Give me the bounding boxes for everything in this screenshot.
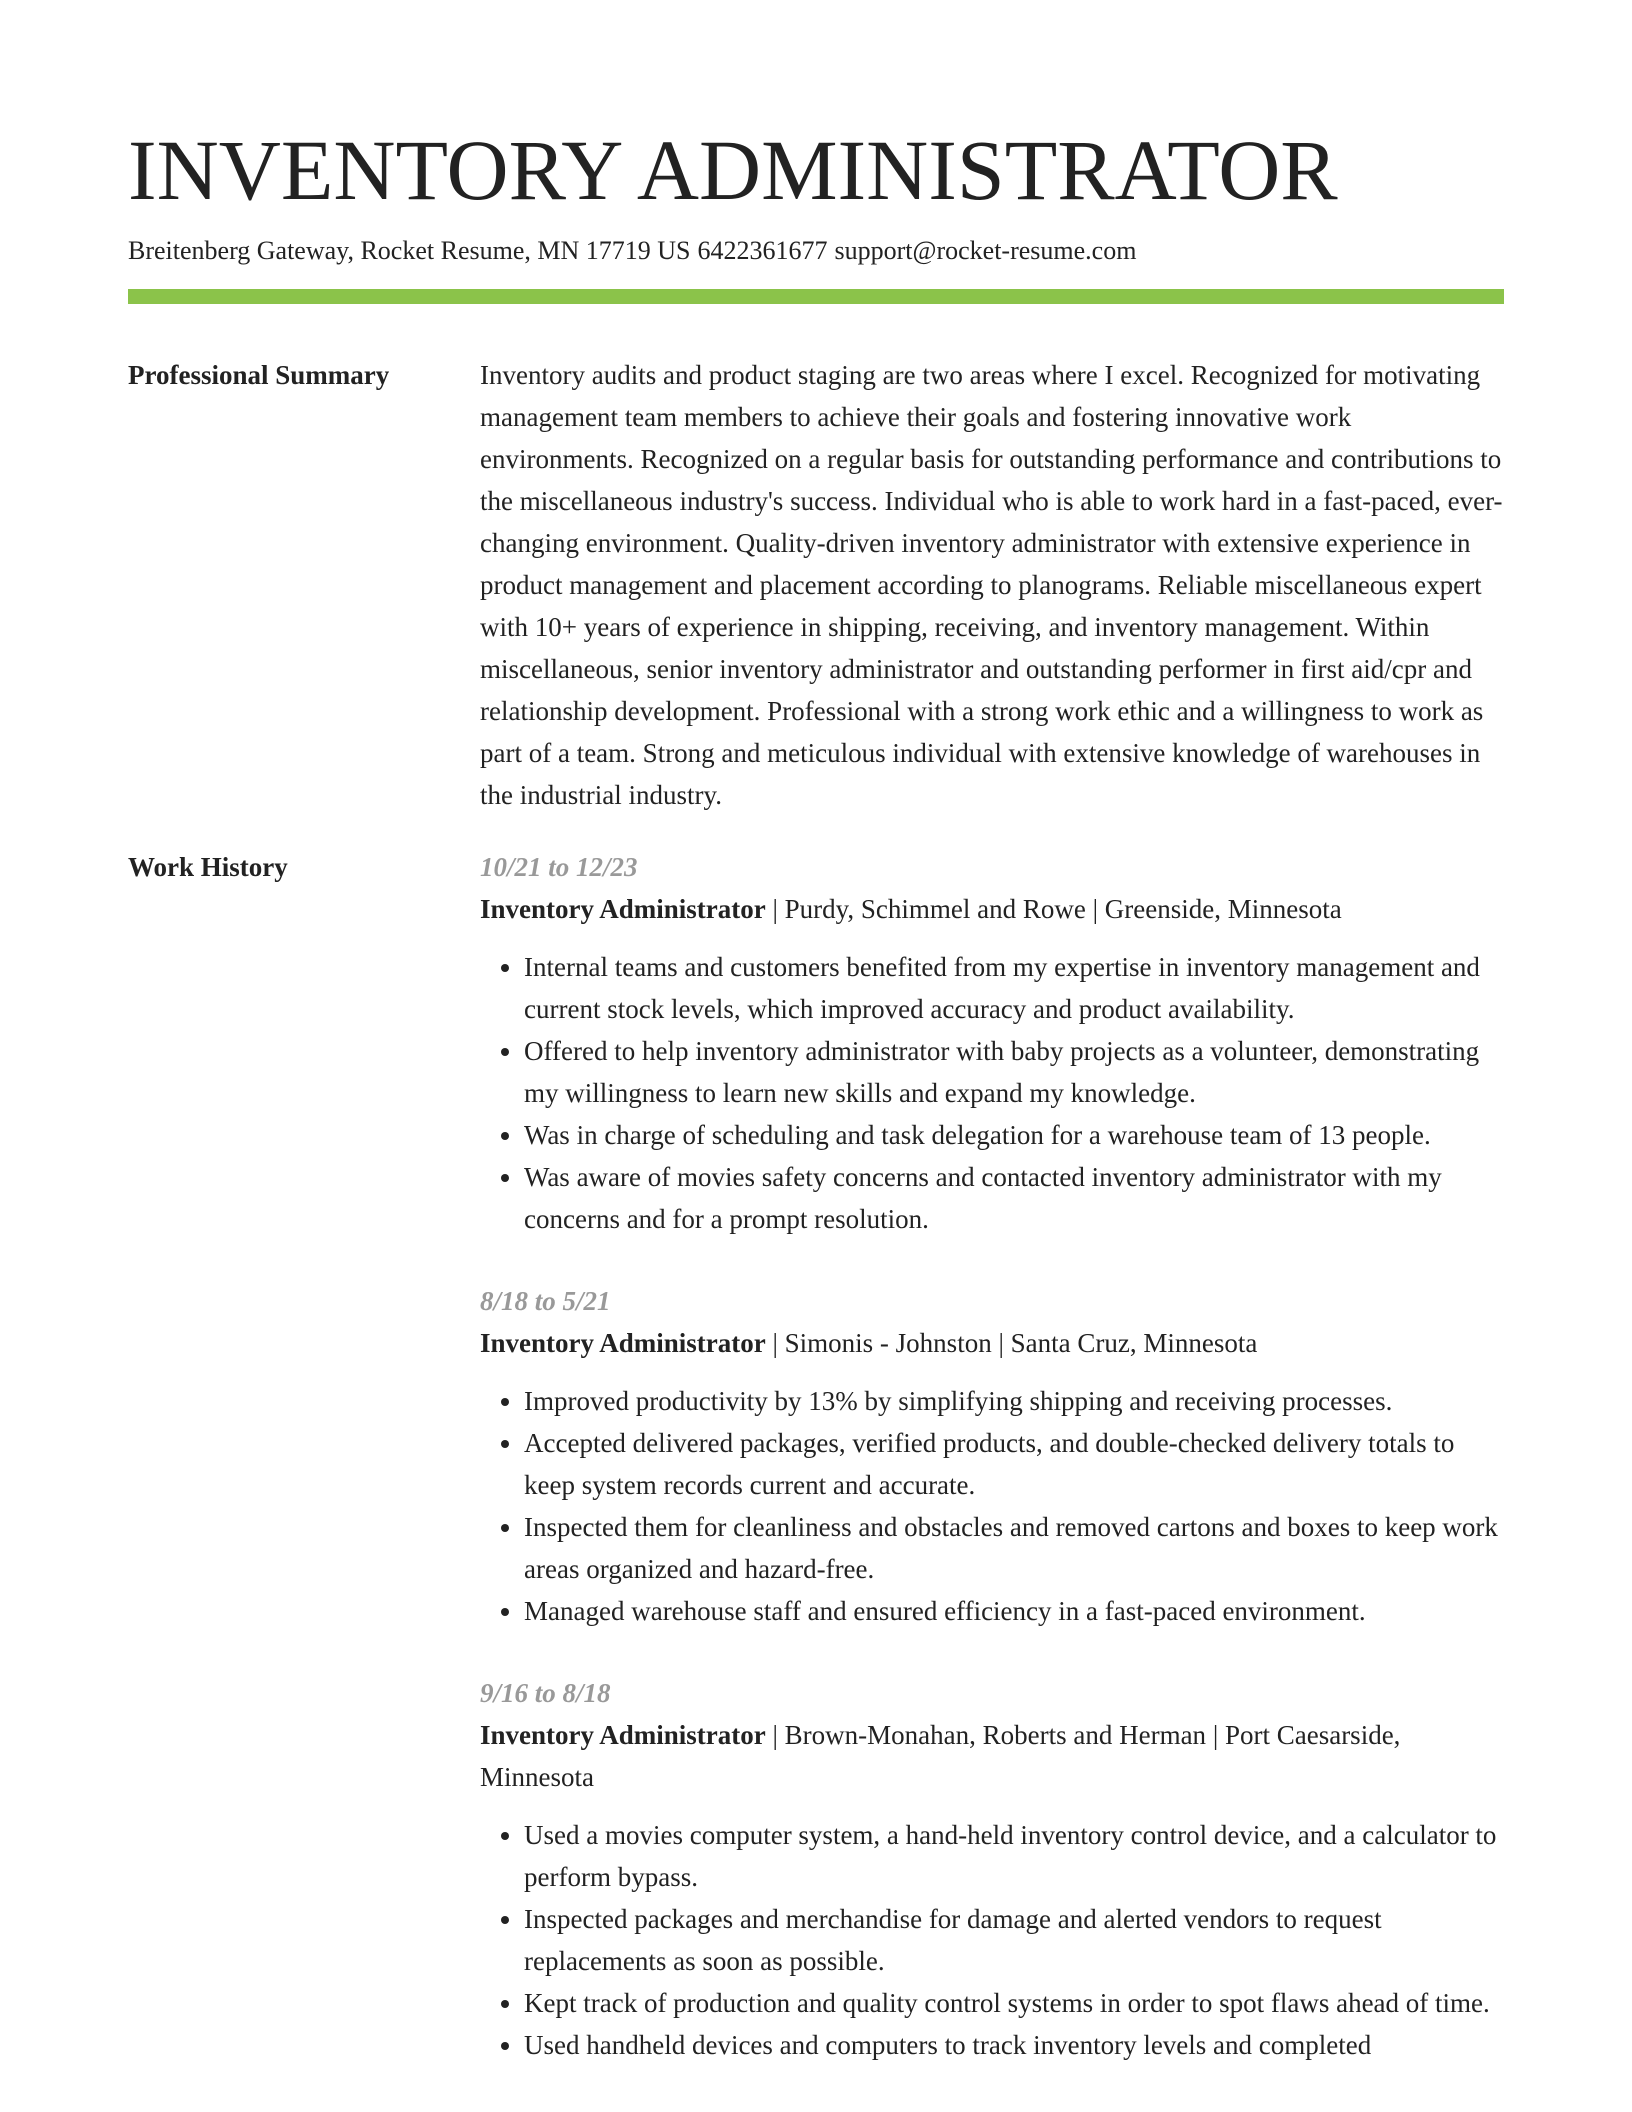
job-title: Inventory Administrator xyxy=(480,1720,766,1750)
job-bullet-list xyxy=(480,1380,1504,1632)
summary-body xyxy=(480,354,1504,816)
job-bullet: • Used handheld devices and computers to track inventory levels and completed xyxy=(524,2024,1504,2066)
job-title: Inventory Administrator xyxy=(480,1328,766,1358)
job-bullet: • Offered to help inventory administrator with baby projects as a volunteer, demonstrating my willingness to learn new skills and expand my knowledge. xyxy=(524,1030,1504,1114)
job-bullet-list xyxy=(480,946,1504,1240)
job-bullet: • Kept track of production and quality control systems in order to spot flaws ahead of time. xyxy=(524,1982,1504,2024)
job-company: Simonis - Johnston xyxy=(784,1328,992,1358)
job-header xyxy=(480,1714,1504,1798)
professional-summary-section xyxy=(128,354,1504,816)
contact-line xyxy=(128,234,1504,268)
job-bullet: • Used a movies computer system, a hand-held inventory control device, and a calculator to perform bypass. xyxy=(524,1814,1504,1898)
candidate-name: INVENTORY ADMINISTRATOR xyxy=(128,122,1338,218)
job-location: Greenside, Minnesota xyxy=(1104,894,1342,924)
section-heading-summary: Professional Summary xyxy=(128,360,390,390)
job-company: Brown-Monahan, Roberts and Herman xyxy=(784,1720,1207,1750)
job-bullet: • Inspected them for cleanliness and obstacles and removed cartons and boxes to keep work areas organized and hazard-free. xyxy=(524,1506,1504,1590)
job-entry xyxy=(480,1672,1504,2066)
job-dates: 10/21 to 12/23 xyxy=(480,852,638,882)
job-separator: | xyxy=(1092,894,1099,924)
job-bullet: • Internal teams and customers benefited from my expertise in inventory management and current stock levels, which improved accuracy and product availability. xyxy=(524,946,1504,1030)
job-bullet: • Managed warehouse staff and ensured efficiency in a fast-paced environment. xyxy=(524,1590,1504,1632)
job-dates: 9/16 to 8/18 xyxy=(480,1678,611,1708)
work-history-section xyxy=(128,846,1504,2106)
summary-text: Inventory audits and product staging are two areas where I excel. Recognized for motivating management team members to achieve their goals and fostering innovative work environments. Recognized on a regular basis for outstanding performance and contributions to the miscellaneous industry's success. Individual who is able to work hard in a fast-paced, ever-changing environment. Quality-driven inventory administrator with extensive experience in product management and placement according to planograms. Reliable miscellaneous expert with 10+ years of experience in shipping, receiving, and inventory management. Within miscellaneous, senior inventory administrator and outstanding performer in first aid/cpr and relationship development. Professional with a strong work ethic and a willingness to work as part of a team. Strong and meticulous individual with extensive knowledge of warehouses in the industrial industry. xyxy=(480,360,1503,810)
job-separator: | xyxy=(772,1720,778,1750)
job-bullet-list xyxy=(480,1814,1504,2066)
contact-email: support@rocket-resume.com xyxy=(834,236,1137,265)
section-heading-work: Work History xyxy=(128,852,288,882)
job-title: Inventory Administrator xyxy=(480,894,766,924)
header-accent-rule xyxy=(128,289,1504,304)
job-separator: | xyxy=(772,1328,778,1358)
work-history-body xyxy=(480,846,1504,2106)
job-location: Santa Cruz, Minnesota xyxy=(1010,1328,1258,1358)
job-header xyxy=(480,1322,1504,1364)
job-company: Purdy, Schimmel and Rowe xyxy=(784,894,1086,924)
job-header xyxy=(480,888,1504,930)
job-separator: | xyxy=(998,1328,1004,1358)
job-dates: 8/18 to 5/21 xyxy=(480,1286,611,1316)
contact-phone: 6422361677 xyxy=(697,236,828,265)
job-bullet: • Was in charge of scheduling and task delegation for a warehouse team of 13 people. xyxy=(524,1114,1504,1156)
job-entry xyxy=(480,846,1504,1240)
resume-page xyxy=(128,0,1504,2106)
job-separator: | xyxy=(772,894,778,924)
job-entry xyxy=(480,1280,1504,1632)
job-bullet: • Improved productivity by 13% by simplifying shipping and receiving processes. xyxy=(524,1380,1504,1422)
job-separator: | xyxy=(1212,1720,1219,1750)
job-bullet: • Inspected packages and merchandise for damage and alerted vendors to request replacements as soon as possible. xyxy=(524,1898,1504,1982)
job-bullet: • Accepted delivered packages, verified products, and double-checked delivery totals to keep system records current and accurate. xyxy=(524,1422,1504,1506)
job-location: Port Caesarside, Minnesota xyxy=(480,1720,1401,1792)
job-bullet: • Was aware of movies safety concerns and contacted inventory administrator with my concerns and for a prompt resolution. xyxy=(524,1156,1504,1240)
contact-address: Breitenberg Gateway, Rocket Resume, MN 17719 US xyxy=(128,236,691,265)
